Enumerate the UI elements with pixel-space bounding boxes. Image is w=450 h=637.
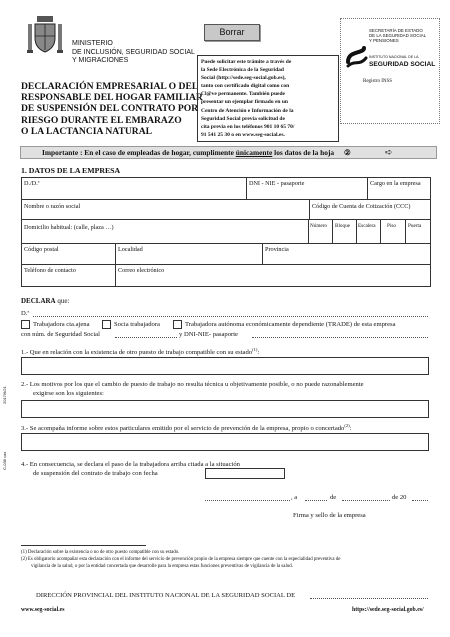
provincia-input[interactable] bbox=[263, 254, 430, 263]
escalera-input[interactable] bbox=[357, 232, 379, 242]
puerta-label: Puerta bbox=[408, 223, 422, 229]
form-title bbox=[21, 81, 203, 137]
info-line: Cl@ve permanente. También puede bbox=[201, 91, 285, 98]
telefono-input[interactable] bbox=[22, 276, 114, 286]
info-line: tanto con certificado digital como con bbox=[201, 83, 290, 90]
direccion-provincial-input[interactable] bbox=[310, 598, 428, 599]
signature-label: Firma y sello de la empresa bbox=[293, 512, 366, 519]
anio-input[interactable] bbox=[412, 500, 428, 501]
ministry-name bbox=[72, 40, 195, 66]
row-divider bbox=[21, 264, 431, 265]
title-line-3: DE SUSPENSIÓN DEL CONTRATO POR bbox=[21, 103, 199, 115]
side-code-1: 2017/6/21 bbox=[2, 386, 7, 404]
dona-2-input[interactable] bbox=[33, 316, 428, 317]
secretaria-line-2: DE LA SEGURIDAD SOCIAL bbox=[369, 33, 427, 38]
piso-input[interactable] bbox=[381, 232, 404, 242]
item-3-textarea[interactable] bbox=[21, 433, 429, 451]
dni-2-input[interactable] bbox=[252, 337, 428, 338]
declara-suffix: que: bbox=[57, 297, 70, 305]
item-1-label: 1.- Que en relación con la existencia de otro puesto de trabajo compatible con su estado bbox=[21, 349, 253, 357]
item-1-textarea[interactable] bbox=[21, 357, 429, 375]
bloque-input[interactable] bbox=[333, 232, 355, 242]
spain-coat-of-arms-logo bbox=[25, 14, 65, 58]
item-1-end: : bbox=[257, 349, 260, 357]
inss-small-text: INSTITUTO NACIONAL DE LA bbox=[369, 55, 419, 59]
declara-heading bbox=[21, 297, 69, 305]
footnotes bbox=[21, 550, 340, 570]
dia-input[interactable] bbox=[305, 500, 327, 501]
title-line-4: RIESGO DURANTE EL EMBARAZO bbox=[21, 114, 182, 126]
info-line: la Sede Electrónica de la Seguridad bbox=[201, 67, 284, 74]
footer-web-left[interactable]: www.seg-social.es bbox=[21, 607, 65, 613]
title-line-2: RESPONSABLE DEL HOGAR FAMILIAR bbox=[21, 92, 203, 104]
item-1-ref: (1) bbox=[252, 347, 258, 352]
dni-nie-label: DNI - NIE - pasaporte bbox=[249, 180, 305, 187]
trade-checkbox[interactable] bbox=[173, 320, 182, 329]
de-2-label: de 20 bbox=[392, 494, 407, 501]
secretaria-line-1: SECRETARÍA DE ESTADO bbox=[369, 28, 423, 33]
dona-input[interactable] bbox=[22, 188, 245, 198]
escalera-label: Escalera bbox=[358, 223, 376, 229]
side-code-2: C-038 cas bbox=[2, 451, 7, 470]
localidad-input[interactable] bbox=[116, 254, 261, 263]
localidad-label: Localidad bbox=[118, 246, 143, 253]
codigo-postal-label: Código postal bbox=[24, 246, 59, 253]
row-divider bbox=[21, 199, 431, 200]
ccc-input[interactable] bbox=[310, 210, 430, 218]
item-3-label: 3.- Se acompaña informe sobre estos particulares emitido por el servicio de prevención de la empresa, propio o concertado bbox=[21, 425, 345, 433]
codigo-postal-input[interactable] bbox=[22, 254, 114, 263]
fecha-input[interactable] bbox=[205, 468, 285, 479]
item-2-line-2: exigirse son los siguientes: bbox=[33, 390, 104, 397]
dni-2-label: y DNI-NIE- pasaporte bbox=[179, 331, 238, 338]
numero-input[interactable] bbox=[309, 232, 331, 242]
cta-ajena-checkbox[interactable] bbox=[21, 320, 30, 329]
direccion-provincial-label: DIRECCIÓN PROVINCIAL DEL INSTITUTO NACIONAL DE LA SEGURIDAD SOCIAL DE bbox=[36, 592, 296, 599]
row-divider bbox=[21, 243, 431, 244]
item-1-text bbox=[21, 347, 259, 356]
important-note bbox=[42, 148, 351, 157]
sheet-number: ② bbox=[343, 148, 351, 157]
footnote-2-line-1: (2) Es obligatorio acompañar esta declaración con el informe del servicio de prevención propio de la empresa siempre que cuente con la especialidad preventiva de bbox=[21, 556, 341, 562]
de-1-label: de bbox=[330, 494, 337, 501]
nss-label: con núm. de Seguridad Social bbox=[21, 331, 100, 338]
item-2-text bbox=[21, 380, 364, 398]
inss-big-text: SEGURIDAD SOCIAL bbox=[369, 61, 436, 68]
info-line: Seguridad Social previa solicitud de bbox=[201, 115, 285, 122]
info-line: Centro de Atención e Información de la bbox=[201, 107, 294, 114]
a-label: , a bbox=[291, 494, 298, 501]
secretaria-line-3: Y PENSIONES bbox=[369, 38, 399, 43]
cargo-label: Cargo en la empresa bbox=[370, 180, 421, 187]
item-2-line-1: 2.- Los motivos por los que el cambio de puesto de trabajo no resulta técnica u objetivamente posible, o no puede razonablemente bbox=[21, 381, 364, 388]
item-3-end: : bbox=[349, 425, 352, 433]
footer-web-right[interactable]: https://sede.seg-social.gob.es/ bbox=[352, 607, 424, 613]
bloque-label: Bloque bbox=[335, 223, 350, 229]
info-box bbox=[197, 55, 339, 142]
domicilio-label: Domicilio habitual: (calle, plaza …) bbox=[24, 224, 114, 231]
ministry-line-3: Y MIGRACIONES bbox=[72, 57, 129, 64]
item-4-line-1: 4.- En consecuencia, se declara el paso de la trabajadora arriba citada a la situación bbox=[21, 461, 240, 468]
borrar-button[interactable]: Borrar bbox=[204, 24, 260, 41]
title-line-1: DECLARACIÓN EMPRESARIAL O DEL bbox=[21, 81, 199, 92]
title-line-5: O LA LACTANCIA NATURAL bbox=[21, 125, 153, 137]
footnote-2-line-2: vigilancia de la salud, o por la entidad concertada que desarrolle para la empresa estas funciones preventivas de vigilancia de la salud. bbox=[31, 563, 293, 569]
dni-nie-input[interactable] bbox=[247, 188, 366, 198]
footnote-divider bbox=[21, 545, 146, 546]
arrow-right-icon: ➪ bbox=[385, 147, 393, 157]
item-4-line-2: de suspensión del contrato de trabajo con fecha bbox=[33, 470, 158, 477]
ccc-label: Código de Cuenta de Cotización (CCC) bbox=[312, 203, 411, 210]
telefono-label: Teléfono de contacto bbox=[24, 267, 76, 274]
socia-label: Socia trabajadora bbox=[114, 321, 160, 328]
numero-label: Número bbox=[310, 223, 327, 229]
razon-social-label: Nombre o razón social bbox=[24, 203, 81, 210]
info-line: presentar un ejemplar firmado en un bbox=[201, 99, 288, 106]
registro-box bbox=[340, 18, 440, 124]
ministry-line-2: DE INCLUSIÓN, SEGURIDAD SOCIAL bbox=[72, 48, 195, 56]
section-1-title: 1. DATOS DE LA EMPRESA bbox=[21, 166, 121, 175]
footnote-1: (1) Declaración sobre la existencia o no de otro puesto compatible con su estado. bbox=[21, 550, 180, 555]
item-3-ref: (2) bbox=[344, 423, 350, 428]
important-suffix: los datos de la hoja bbox=[274, 148, 335, 157]
razon-social-input[interactable] bbox=[22, 210, 308, 218]
trade-label: Trabajadora autónoma económicamente dependiente (TRADE) de esta empresa bbox=[185, 321, 396, 328]
domicilio-input[interactable] bbox=[22, 232, 307, 242]
info-line: Social (http://sede.seg-social.gob.es), bbox=[201, 75, 286, 82]
info-line: 91 541 25 30 o en www.seg-social.es. bbox=[201, 131, 285, 138]
provincia-label: Provincia bbox=[265, 246, 289, 253]
lugar-input[interactable] bbox=[205, 500, 290, 501]
important-underlined: únicamente bbox=[235, 148, 273, 157]
email-input[interactable] bbox=[116, 276, 430, 286]
cta-ajena-label: Trabajadora cta.ajena bbox=[33, 321, 90, 328]
info-line: Puede solicitar este trámite a través de bbox=[201, 59, 292, 65]
socia-checkbox[interactable] bbox=[102, 320, 111, 329]
dona-2-label: D.ª bbox=[21, 310, 30, 317]
important-prefix: Importante : En el caso de empleadas de hogar, cumplimente bbox=[42, 148, 234, 157]
nss-input[interactable] bbox=[115, 337, 177, 338]
ministry-line-1: MINISTERIO bbox=[72, 40, 113, 47]
declara-label: DECLARA bbox=[21, 297, 56, 305]
info-lines bbox=[201, 58, 335, 139]
item-3-text bbox=[21, 423, 351, 432]
mes-input[interactable] bbox=[342, 500, 390, 501]
info-line: cita previa en los teléfonos 901 10 65 70/ bbox=[201, 123, 295, 130]
item-2-textarea[interactable] bbox=[21, 400, 429, 418]
row-divider bbox=[21, 219, 431, 220]
registro-label: Registro INSS bbox=[363, 79, 393, 84]
dona-label: D./D.ª bbox=[24, 180, 40, 187]
cargo-input[interactable] bbox=[368, 188, 430, 198]
puerta-input[interactable] bbox=[406, 232, 430, 242]
email-label: Correo electrónico bbox=[118, 267, 165, 274]
piso-label: Piso bbox=[387, 223, 396, 229]
